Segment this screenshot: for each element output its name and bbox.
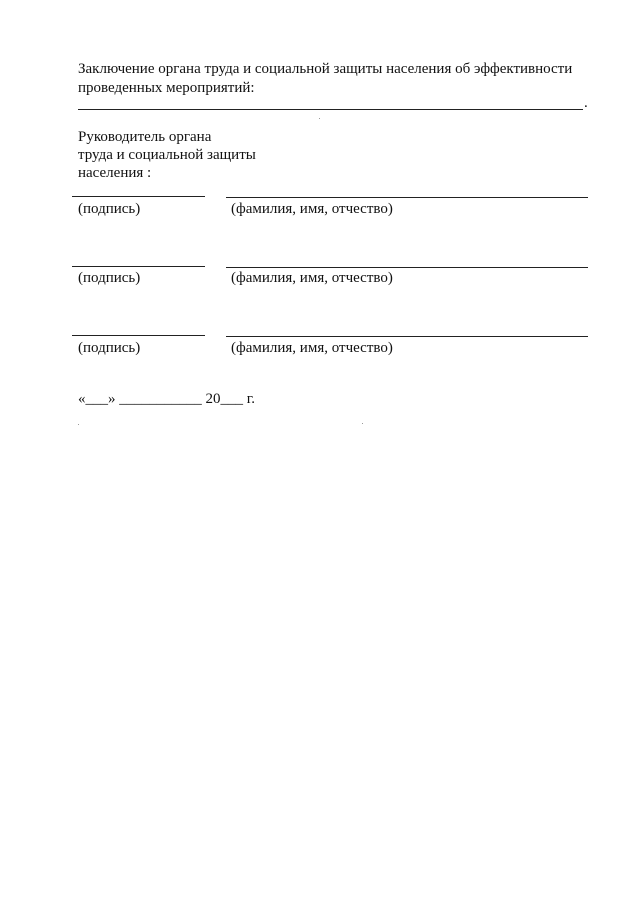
scan-speck (78, 424, 79, 425)
conclusion-text: Заключение органа труда и социальной защиты населения об эффективности проведенных мероприятий: (78, 61, 573, 96)
signature-line-2 (72, 266, 205, 267)
full-name-line-1 (226, 197, 588, 198)
date-line: «___» ___________ 20___ г. (78, 391, 255, 407)
conclusion-line-end: . (584, 95, 588, 111)
head-of-authority-label (78, 128, 256, 182)
full-name-caption-1: (фамилия, имя, отчество) (231, 201, 393, 217)
scan-speck (319, 118, 320, 119)
signature-caption-3: (подпись) (78, 340, 141, 356)
signature-line-1 (72, 196, 205, 197)
head-label-line-3: населения : (78, 165, 152, 181)
full-name-line-3 (226, 336, 588, 337)
full-name-caption-2: (фамилия, имя, отчество) (231, 270, 393, 286)
signature-caption-1: (подпись) (78, 201, 141, 217)
full-name-caption-3: (фамилия, имя, отчество) (231, 340, 393, 356)
conclusion-fill-line (78, 109, 583, 110)
full-name-line-2 (226, 267, 588, 268)
signature-line-3 (72, 335, 205, 336)
head-label-line-2: труда и социальной защиты (78, 147, 256, 163)
scan-speck (362, 423, 363, 424)
signature-caption-2: (подпись) (78, 270, 141, 286)
head-label-line-1: Руководитель органа (78, 129, 212, 145)
